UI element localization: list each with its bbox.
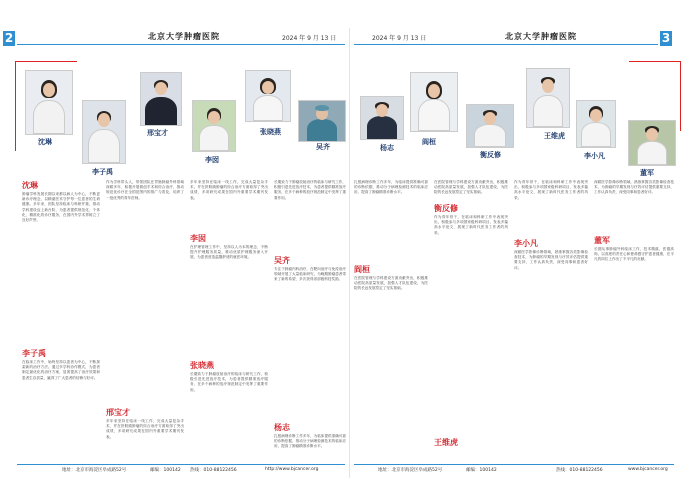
footer-website-right[interactable]: www.bjcancer.org xyxy=(628,467,668,472)
portrait-caption: 王维虎 xyxy=(544,131,565,140)
section-heading: 李子禹 xyxy=(22,348,46,358)
footer-postcode-right: 邮编：100142 xyxy=(466,468,497,473)
footer-postcode-left: 邮编：100142 xyxy=(150,468,181,473)
section-heading: 衡反修 xyxy=(434,203,458,213)
portrait-caption: 杨志 xyxy=(380,143,394,152)
section-heading: 张晓燕 xyxy=(190,360,214,370)
article-paragraph: 专注于肿瘤内科治疗，在靶向治疗与免疫治疗领域开展了大量临床研究，为晚期肿瘤患者带来了新的希望，多次获得省部级科技奖励。 xyxy=(274,267,346,282)
article-paragraph: 长期致力于肿瘤放射治疗的临床与研究工作，积极引进先进放疗技术，为患者提供精准放疗服务，在多个病种的放疗规范制定中发挥了重要作用。 xyxy=(274,180,346,200)
section-heading: 吴齐 xyxy=(274,255,290,265)
footer-hotline-right: 热线：010-88122456 xyxy=(556,468,603,473)
header-rule-left xyxy=(17,44,345,45)
article-paragraph: 在护理管理工作中，坚持以人为本的理念，不断提升护理服务质量，推动优质护理服务深入开展，为患者营造温馨舒适的就医环境。 xyxy=(190,245,268,260)
footer-address-right: 地址：北京市海淀区阜成路52号 xyxy=(378,468,443,473)
section-heading: 李囡 xyxy=(190,233,206,243)
portrait-caption: 张晓燕 xyxy=(260,127,281,136)
section-heading: 杨志 xyxy=(274,422,290,432)
portrait-caption: 沈琳 xyxy=(38,137,52,146)
footer-rule-left xyxy=(17,464,345,465)
portrait-caption: 董军 xyxy=(640,168,654,177)
section-heading: 李小凡 xyxy=(514,238,538,248)
portrait-photo xyxy=(140,72,182,126)
article-paragraph: 长期从事肿瘤外科临床工作，技术精湛，医德高尚，以高度的责任心和使命感守护患者健康，在平凡的岗位上作出了不平凡的贡献。 xyxy=(594,247,674,262)
footer-rule-right xyxy=(354,464,674,465)
page-fold xyxy=(349,28,350,478)
article-paragraph: 多年来坚持在临床一线工作，完成大量复杂手术，并在肝胆胰肿瘤的综合治疗方面取得了突出成绩，多项研究成果在国内外重要学术期刊发表。 xyxy=(106,419,184,439)
masthead-date-left: 2024 年 9 月 13 日 xyxy=(282,35,337,42)
article-paragraph: 多年来坚持在临床一线工作，完成大量复杂手术，并在肝胆胰肿瘤的综合治疗方面取得了突出成绩，多项研究成果在国内外重要学术期刊发表。 xyxy=(190,180,268,200)
header-rule-right xyxy=(354,44,658,45)
portrait-photo xyxy=(526,68,570,128)
section-heading: 王维虎 xyxy=(434,437,458,447)
portrait-photo xyxy=(245,70,291,122)
article-paragraph: 扎根病理诊断工作多年，为临床提供准确可靠的诊断依据，推动分子病理检测技术的临床应用，提高了肿瘤精准诊断水平。 xyxy=(354,180,428,195)
section-heading: 阎桓 xyxy=(354,264,370,274)
article-paragraph: 在医院管理与学科建设方面贡献突出，积极推动医院高质量发展，加强人才队伍建设，为医院的长远发展奠定了坚实基础。 xyxy=(354,276,428,291)
portrait-photo xyxy=(192,100,236,152)
section-heading: 沈琳 xyxy=(22,180,38,190)
portrait-caption: 李子禹 xyxy=(92,167,113,176)
page-number-right: 3 xyxy=(661,31,671,45)
portrait-caption: 吴齐 xyxy=(316,142,330,151)
portrait-photo xyxy=(360,96,404,140)
portrait-photo xyxy=(410,72,458,132)
section-heading: 董军 xyxy=(594,235,610,245)
article-paragraph: 深耕医学影像诊断领域，熟练掌握各类影像检查技术，为肿瘤的早期发现与疗效评估提供重要支持，工作认真负责，深受同事和患者好评。 xyxy=(514,250,588,270)
portrait-caption: 阎桓 xyxy=(422,137,436,146)
portrait-caption: 衡反修 xyxy=(480,150,501,159)
article-paragraph: 作为青年骨干，在临床和科研工作中表现突出，积极参与多项国家级科研项目，发表多篇高水平论文，展现了新时代医务工作者的风采。 xyxy=(434,215,508,235)
portrait-photo xyxy=(628,120,676,166)
masthead-title-right: 北京大学肿瘤医院 xyxy=(505,31,577,41)
page-number-left: 2 xyxy=(4,31,14,45)
footer-website-left[interactable]: http://www.bjcancer.org xyxy=(265,467,319,472)
masthead-title-left: 北京大学肿瘤医院 xyxy=(148,31,220,41)
article-paragraph: 长期致力于肿瘤放射治疗的临床与研究工作，积极引进先进放疗技术，为患者提供精准放疗服务，在多个病种的放疗规范制定中发挥了重要作用。 xyxy=(190,372,268,392)
portrait-caption: 李囡 xyxy=(205,155,219,164)
portrait-photo xyxy=(576,100,616,148)
portrait-caption: 李小凡 xyxy=(584,151,605,160)
section-heading: 邢宝才 xyxy=(106,407,130,417)
footer-hotline-left: 热线：010-88122456 xyxy=(190,468,237,473)
portrait-photo xyxy=(466,104,514,148)
footer-address-left: 地址：北京市海淀区阜成路52号 xyxy=(62,468,127,473)
portrait-photo xyxy=(25,70,73,135)
article-paragraph: 扎根病理诊断工作多年，为临床提供准确可靠的诊断依据，推动分子病理检测技术的临床应用，提高了肿瘤精准诊断水平。 xyxy=(274,434,346,449)
article-paragraph: 在临床工作中，始终坚持以患者为中心，不断探索新的治疗方法。通过多学科协作模式，为患者制定最优化的治疗方案，显著提高了治疗效果和患者生存质量，赢得了广大患者的信赖与好评。 xyxy=(22,360,100,380)
portrait-photo xyxy=(298,100,346,142)
article-paragraph: 深耕医学影像诊断领域，熟练掌握各类影像检查技术，为肿瘤的早期发现与疗效评估提供重要支持，工作认真负责，深受同事和患者好评。 xyxy=(594,180,674,195)
portrait-caption: 邢宝才 xyxy=(147,128,168,137)
portrait-photo xyxy=(82,100,126,164)
article-paragraph: 肿瘤学科发展长期以来都以病人为中心，不断更新诊疗理念，以精湛医术守护每一位患者的生命健康。多年来，团队坚持临床与科研并重，推动学科建设迈上新台阶，为患者提供规范化、个体化、精准化的诊疗服务，在国内外学术界树立了良好声誉。 xyxy=(22,192,100,223)
article-paragraph: 作为青年骨干，在临床和科研工作中表现突出，积极参与多项国家级科研项目，发表多篇高水平论文，展现了新时代医务工作者的风采。 xyxy=(514,180,588,200)
article-paragraph: 作为学科带头人，带领团队在胃肠肿瘤外科领域深耕多年，积极开展微创手术和综合治疗，推动规范化诊疗在全国范围内的推广与普及，培养了一批优秀的青年医师。 xyxy=(106,180,184,200)
article-paragraph: 在医院管理与学科建设方面贡献突出，积极推动医院高质量发展，加强人才队伍建设，为医院的长远发展奠定了坚实基础。 xyxy=(434,180,508,195)
masthead-date-right: 2024 年 9 月 13 日 xyxy=(372,35,427,42)
